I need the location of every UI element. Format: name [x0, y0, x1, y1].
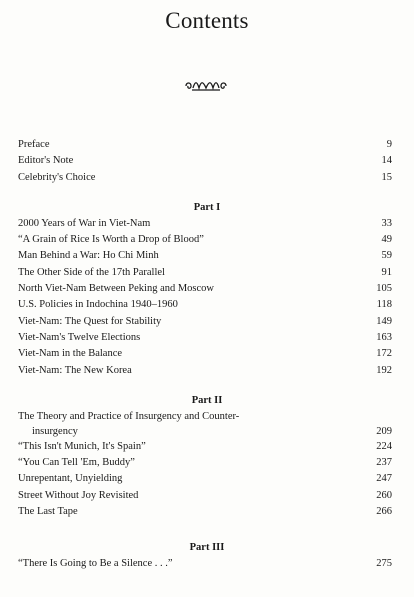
- toc-entry-editors-note[interactable]: [18, 153, 392, 169]
- page-title: Contents: [165, 8, 249, 33]
- toc-entry-page: 172: [376, 348, 392, 360]
- toc-entry-label: Man Behind a War: Ho Chi Minh: [18, 250, 159, 262]
- toc-entry-page: 15: [381, 171, 392, 183]
- toc-entry-page: 9: [386, 139, 392, 150]
- toc-entry-page: 163: [376, 331, 392, 343]
- toc-entry-label: “You Can Tell 'Em, Buddy”: [18, 457, 135, 469]
- toc-entry[interactable]: [18, 504, 392, 520]
- toc-entry-page: 237: [376, 457, 392, 469]
- toc-entry-label: Unrepentant, Unyielding: [18, 473, 123, 485]
- toc-entry-label: “A Grain of Rice Is Worth a Drop of Blood”: [18, 234, 204, 246]
- toc-entry-label: Editor's Note: [18, 155, 74, 167]
- toc-entry-page: 118: [376, 299, 392, 311]
- toc-entry-page: 224: [376, 440, 392, 452]
- toc-entry-page: 192: [376, 364, 392, 376]
- toc-entry-preface[interactable]: [18, 137, 392, 153]
- toc-entry-label: Viet-Nam in the Balance: [18, 348, 123, 360]
- toc-entry[interactable]: [18, 330, 392, 346]
- toc-entry-label: Preface: [18, 139, 50, 150]
- toc-entry-label: “There Is Going to Be a Silence . . .”: [18, 558, 173, 570]
- toc-entry-page: 105: [376, 283, 392, 295]
- part-heading: Part II: [191, 394, 223, 406]
- toc-entry[interactable]: [18, 281, 392, 297]
- ornament-flourish-icon: [183, 79, 229, 93]
- toc-entry-page: 247: [376, 473, 392, 485]
- toc-entry-page: 209: [376, 425, 392, 437]
- toc-entry-page: 14: [381, 155, 392, 167]
- toc-entry-label: Viet-Nam: The Quest for Stability: [18, 315, 162, 327]
- part-heading: Part I: [193, 201, 221, 213]
- toc-entry-label: Celebrity's Choice: [18, 171, 96, 183]
- toc-entry[interactable]: [18, 488, 392, 504]
- toc-entry[interactable]: [18, 556, 392, 572]
- toc-entry-label: U.S. Policies in Indochina 1940–1960: [18, 299, 178, 311]
- toc-entry-page: 91: [381, 266, 392, 278]
- toc-entry-celebritys-choice[interactable]: [18, 170, 392, 186]
- toc-entry-label: Viet-Nam's Twelve Elections: [18, 331, 141, 343]
- toc-entry-label-continuation: insurgency: [32, 425, 78, 437]
- toc-entry[interactable]: [18, 409, 392, 439]
- toc-entry[interactable]: [18, 216, 392, 232]
- toc-list: [18, 137, 392, 573]
- toc-entry-page: 275: [376, 558, 392, 570]
- toc-entry-label: 2000 Years of War in Viet-Nam: [18, 217, 151, 229]
- toc-entry[interactable]: [18, 314, 392, 330]
- toc-entry-page: 260: [376, 489, 392, 501]
- toc-entry-page: 49: [381, 234, 392, 246]
- toc-entry-page: 59: [381, 250, 392, 262]
- toc-entry-page: 266: [376, 506, 392, 518]
- toc-entry-label: The Theory and Practice of Insurgency and Counter-: [18, 410, 240, 422]
- toc-entry-label: Street Without Joy Revisited: [18, 489, 139, 501]
- toc-entry-label: “This Isn't Munich, It's Spain”: [18, 440, 146, 452]
- toc-entry[interactable]: [18, 232, 392, 248]
- toc-entry-page: 149: [376, 315, 392, 327]
- toc-entry-label: North Viet-Nam Between Peking and Moscow: [18, 283, 215, 295]
- toc-entry[interactable]: [18, 346, 392, 362]
- toc-entry[interactable]: [18, 265, 392, 281]
- toc-entry[interactable]: [18, 455, 392, 471]
- part-heading: Part III: [189, 542, 225, 554]
- toc-entry[interactable]: [18, 471, 392, 487]
- toc-entry[interactable]: [18, 363, 392, 379]
- toc-entry-label: Viet-Nam: The New Korea: [18, 364, 132, 376]
- toc-entry-label: The Other Side of the 17th Parallel: [18, 266, 165, 278]
- toc-entry-label: The Last Tape: [18, 506, 78, 518]
- toc-entry[interactable]: [18, 297, 392, 313]
- toc-entry[interactable]: [18, 439, 392, 455]
- toc-entry[interactable]: [18, 248, 392, 264]
- toc-entry-page: 33: [381, 217, 392, 229]
